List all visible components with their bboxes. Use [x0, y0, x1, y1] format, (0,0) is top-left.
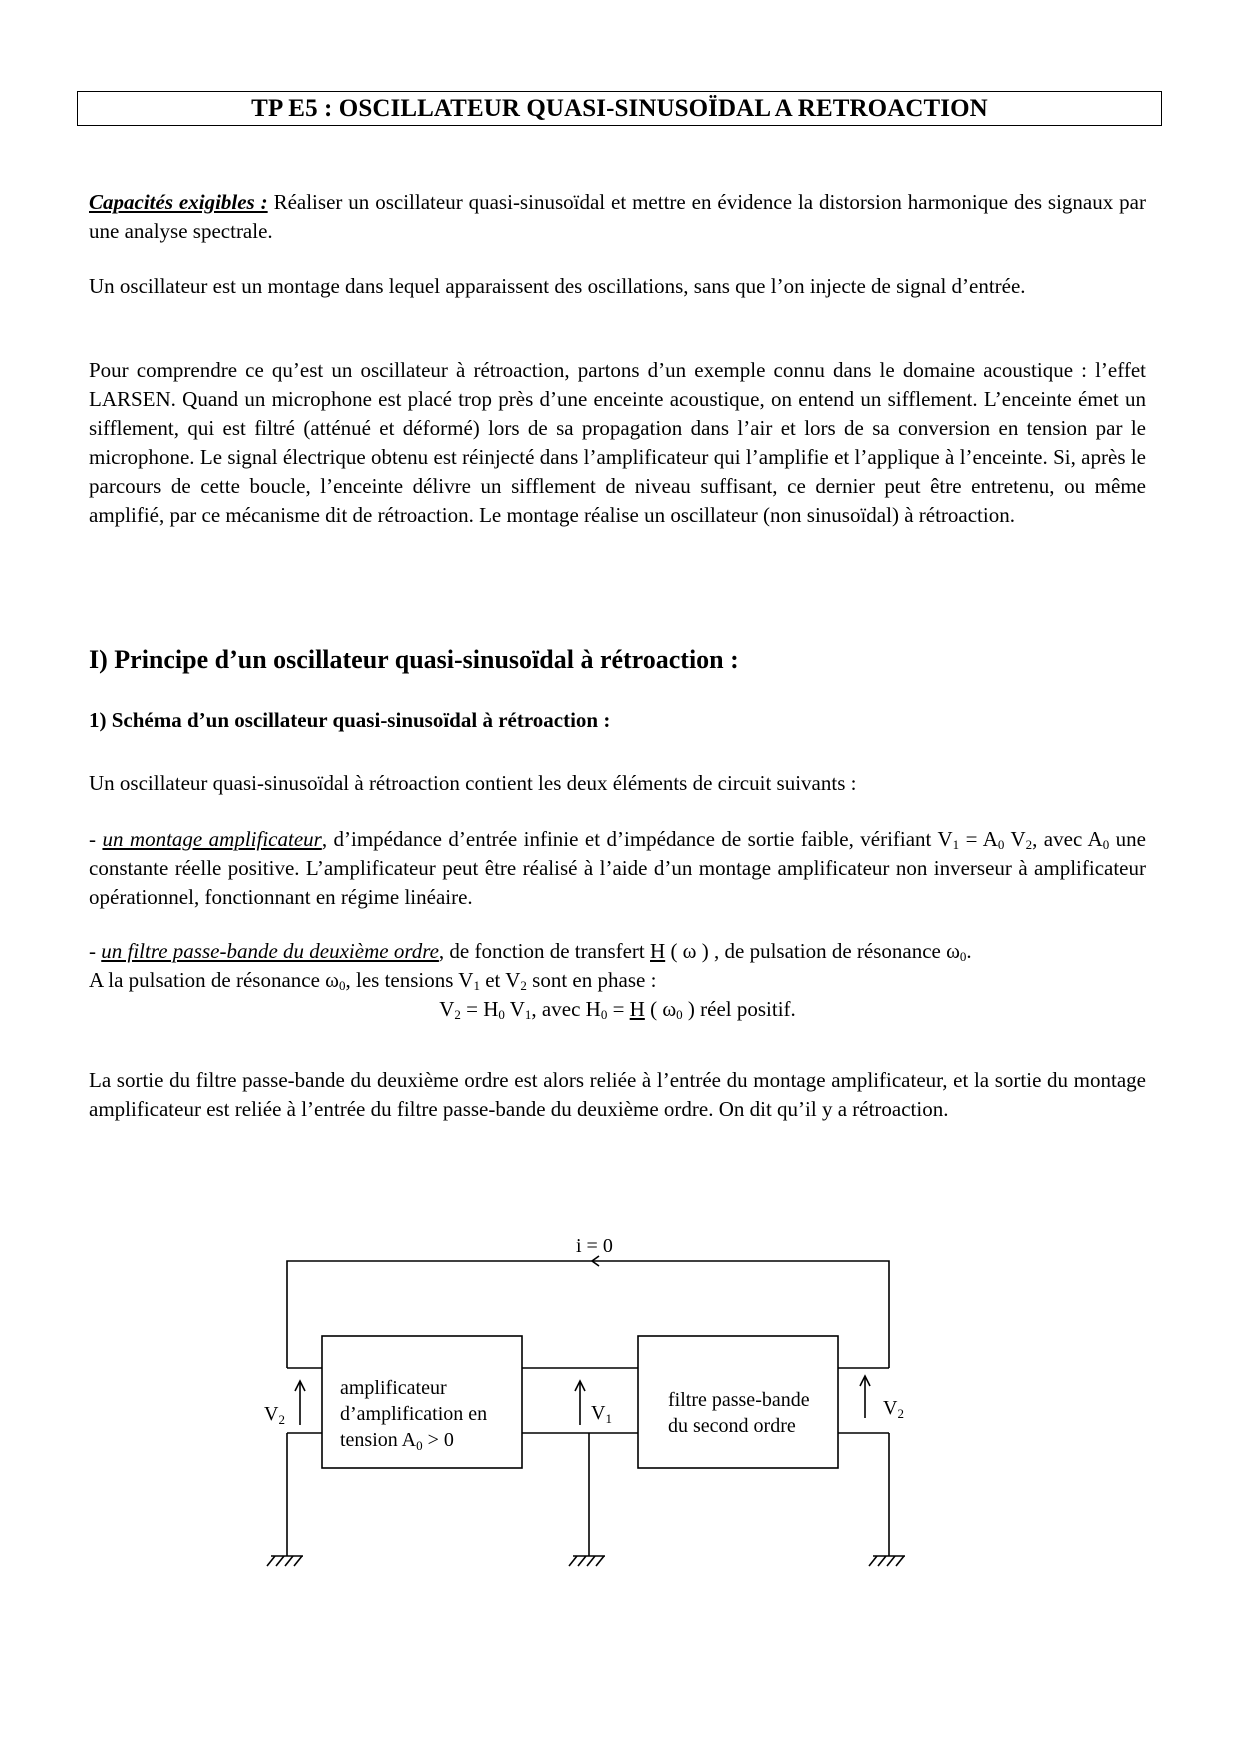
sub-1: 1	[952, 837, 960, 852]
amp-label-line3-end: > 0	[422, 1429, 454, 1451]
eq-c: V	[504, 997, 525, 1021]
intro-text: Un oscillateur est un montage dans lequel apparaissent des oscillations, sans que l’on injecte de signal d’entrée.	[89, 274, 1026, 298]
filter-line2-a: A la pulsation de résonance ω	[89, 968, 340, 992]
amp-text-1: , d’impédance d’entrée infinie et d’impédance de sortie faible, vérifiant V	[321, 827, 953, 851]
page-title: TP E5 : OSCILLATEUR QUASI-SINUSOÏDAL A RETROACTION	[77, 91, 1162, 126]
retro-text: La sortie du filtre passe-bande du deuxième ordre est alors reliée à l’entrée du montage amplificateur, et la sortie du montage amplificateur est reliée à l’entrée du filtre passe-bande du deuxième ordre. On dit qu’il y a rétroaction.	[89, 1068, 1146, 1121]
capacites-label: Capacités exigibles :	[89, 190, 268, 214]
filter-text-3: .	[966, 939, 972, 963]
v-mid-sub: 1	[605, 1411, 612, 1426]
amp-text-3: V	[1004, 827, 1026, 851]
subsection-heading: 1) Schéma d’un oscillateur quasi-sinusoïdal à rétroaction :	[89, 708, 611, 732]
voltage-label-mid	[591, 1402, 612, 1426]
larsen-text: Pour comprendre ce qu’est un oscillateur à rétroaction, partons d’un exemple connu dans le domaine acoustique : l’effet LARSEN. Quand un microphone est placé trop près d’une enceinte acoustique, on entend un sifflement. L’enceinte émet un sifflement, qui est filtré (atténué et déformé) lors de sa propagation dans l’air et lors de sa conversion en tension par le microphone. Le signal électrique obtenu est réinjecté dans l’amplificateur qui l’amplifie et l’applique à l’enceinte. Si, après le parcours de cette boucle, l’enceinte délivre un sifflement de niveau suffisant, ce dernier peut être entretenu, ou même amplifié, par ce mécanisme dit de rétroaction. Le montage réalise un oscillateur (non sinusoïdal) à rétroaction.	[89, 358, 1146, 527]
sub-1: 1	[473, 978, 480, 993]
sub-0: 0	[997, 837, 1005, 852]
amp-text-2: = A	[959, 827, 998, 851]
filter-term: un filtre passe-bande du deuxième ordre	[101, 939, 439, 963]
v-left-sub: 2	[278, 1412, 285, 1427]
amp-label-line3-text: tension A	[340, 1429, 417, 1451]
sub-1: 1	[524, 1007, 532, 1022]
amp-text-4: , avec A	[1032, 827, 1103, 851]
eq-h-symbol: H	[629, 997, 645, 1021]
eq-a: V	[439, 997, 455, 1021]
amp-label-sub: 0	[416, 1438, 423, 1453]
capacites-text: Réaliser un oscillateur quasi-sinusoïdal et mettre en évidence la distorsion harmonique des signaux par une analyse spectrale.	[89, 190, 1146, 243]
sub-2: 2	[1025, 837, 1033, 852]
filter-text-2: ( ω ) , de pulsation de résonance ω	[665, 939, 960, 963]
eq-b: = H	[460, 997, 499, 1021]
ground-right-icon	[869, 1556, 905, 1566]
v-right-letter: V	[883, 1397, 898, 1419]
filter-label-line1: filtre passe-bande	[668, 1389, 810, 1411]
eq-d: , avec H	[531, 997, 601, 1021]
list-dash: -	[89, 827, 103, 851]
sub-0: 0	[339, 978, 346, 993]
sub-2: 2	[454, 1007, 461, 1022]
amp-label-line3	[340, 1429, 454, 1453]
current-label: i = 0	[576, 1235, 613, 1257]
v-left-letter: V	[264, 1403, 279, 1425]
filter-line2-b: , les tensions V	[345, 968, 474, 992]
v-mid-letter: V	[591, 1402, 606, 1424]
voltage-label-left	[264, 1403, 285, 1427]
amp-text-5: une constante réelle positive. L’amplificateur peut être réalisé à l’aide d’un montage amplificateur non inverseur à amplificateur opérationnel, fonctionnant en régime linéaire.	[89, 827, 1146, 909]
eq-e: =	[607, 997, 630, 1021]
elements-intro-text: Un oscillateur quasi-sinusoïdal à rétroaction contient les deux éléments de circuit suivants :	[89, 771, 857, 795]
filter-label-line2: du second ordre	[668, 1415, 796, 1437]
amp-label-line1: amplificateur	[340, 1377, 447, 1399]
eq-g: ) réel positif.	[682, 997, 796, 1021]
feedback-wire	[287, 1261, 889, 1368]
sub-0: 0	[600, 1007, 608, 1022]
sub-0: 0	[498, 1007, 505, 1022]
sub-0: 0	[959, 949, 967, 964]
filter-line2-d: sont en phase :	[526, 968, 657, 992]
filter-text-1: , de fonction de transfert	[438, 939, 651, 963]
list-dash: -	[89, 939, 102, 963]
sub-2: 2	[520, 978, 527, 993]
filter-line2-c: et V	[479, 968, 521, 992]
section-heading: I) Principe d’un oscillateur quasi-sinusoïdal à rétroaction :	[89, 645, 739, 674]
sub-0: 0	[676, 1007, 683, 1022]
sub-0: 0	[1102, 837, 1110, 852]
v-right-sub: 2	[897, 1406, 904, 1421]
voltage-label-right	[883, 1397, 904, 1421]
amp-label-line2: d’amplification en	[340, 1403, 488, 1425]
ground-mid-icon	[569, 1556, 605, 1566]
ground-left-icon	[267, 1556, 303, 1566]
eq-f: ( ω	[644, 997, 677, 1021]
amp-term: un montage amplificateur	[102, 827, 322, 851]
transfer-function-symbol: H	[650, 939, 666, 963]
